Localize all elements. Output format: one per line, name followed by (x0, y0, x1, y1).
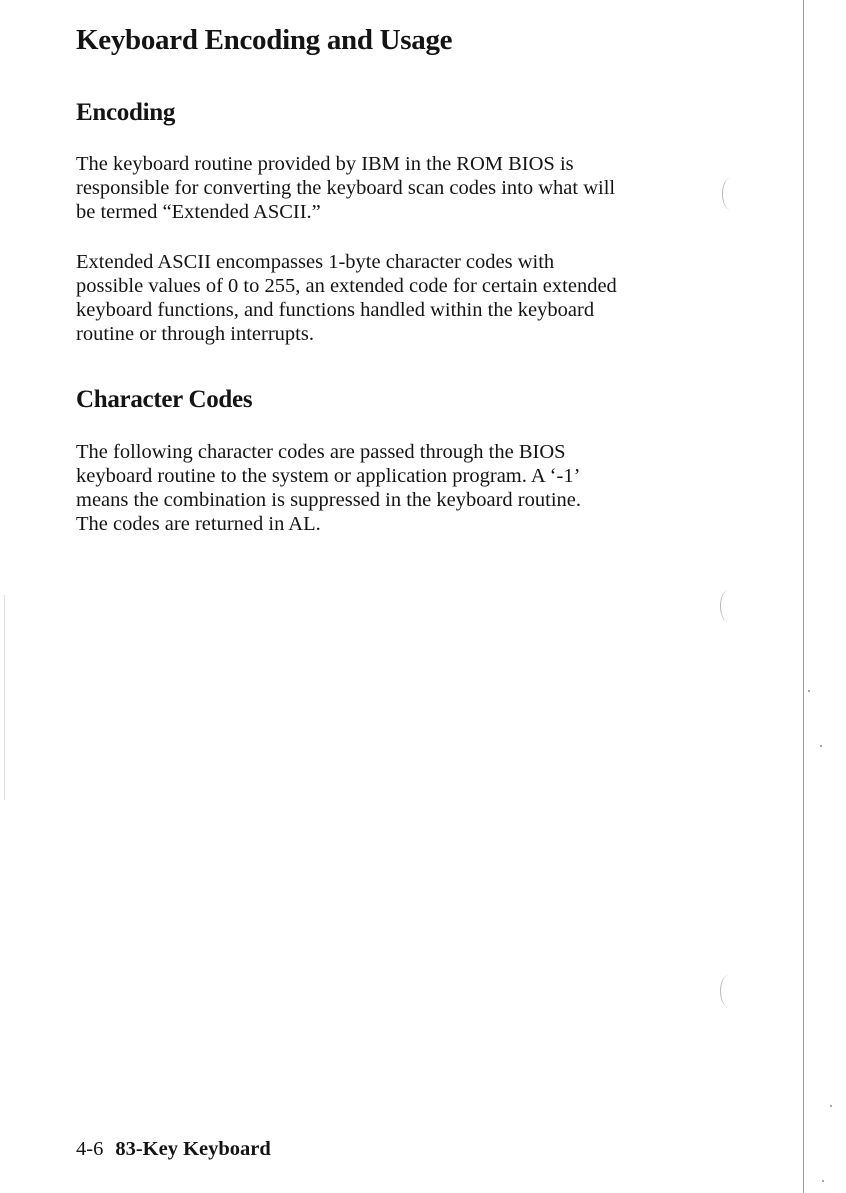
text-line: The keyboard routine provided by IBM in the ROM BIOS is (76, 153, 574, 175)
text-line: Extended ASCII encompasses 1-byte character codes with (76, 251, 555, 273)
text-line: The following character codes are passed through the BIOS (76, 441, 566, 463)
punch-hole-shadow (720, 590, 737, 622)
character-codes-paragraph (76, 440, 726, 536)
text-line: routine or through interrupts. (76, 323, 314, 345)
punch-hole-shadow (722, 178, 739, 210)
section-heading-character-codes: Character Codes (76, 386, 253, 413)
encoding-paragraph-1 (76, 152, 726, 224)
scan-speck (830, 1105, 832, 1107)
text-line: be termed “Extended ASCII.” (76, 201, 321, 223)
punch-hole-shadow (720, 975, 737, 1007)
scan-speck (822, 1180, 824, 1182)
page-number: 4-6 (76, 1138, 104, 1160)
text-line: keyboard routine to the system or application program. A ‘-1’ (76, 465, 581, 487)
text-line: possible values of 0 to 255, an extended code for certain extended (76, 275, 617, 297)
page-title: Keyboard Encoding and Usage (76, 24, 453, 56)
scan-speck (808, 690, 810, 692)
text-line: means the combination is suppressed in the keyboard routine. (76, 489, 581, 511)
text-line: responsible for converting the keyboard scan codes into what will (76, 177, 616, 199)
encoding-paragraph-2 (76, 250, 726, 346)
scan-edge-mark (4, 595, 5, 800)
scan-speck (820, 745, 822, 747)
text-line: keyboard functions, and functions handled within the keyboard (76, 299, 595, 321)
footer-section-title: 83-Key Keyboard (115, 1138, 271, 1160)
page-footer (76, 1138, 271, 1161)
binder-edge-line (803, 0, 804, 1193)
text-line: The codes are returned in AL. (76, 513, 321, 535)
section-heading-encoding: Encoding (76, 99, 176, 126)
